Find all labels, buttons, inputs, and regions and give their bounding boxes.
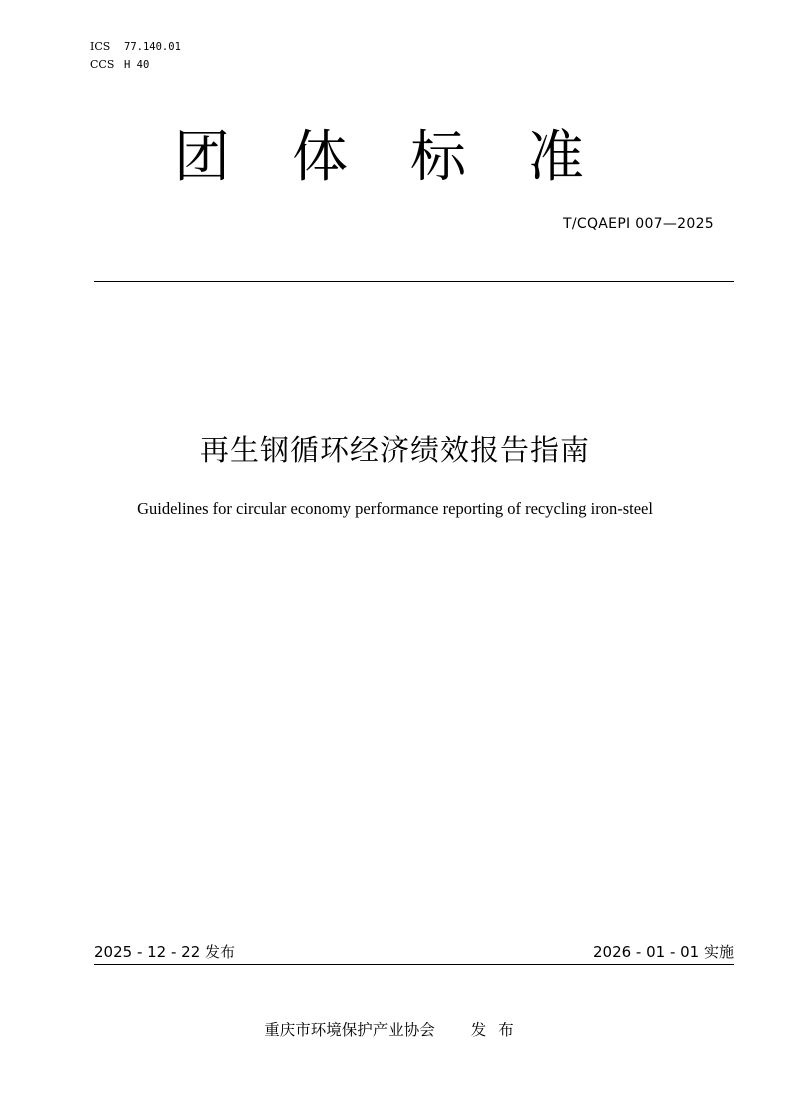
title-chinese: 再生钢循环经济绩效报告指南 xyxy=(199,433,590,467)
classification-codes xyxy=(90,38,181,74)
document-type-char: 标 xyxy=(410,125,518,190)
document-type-char: 团 xyxy=(174,125,282,190)
document-type-char: 准 xyxy=(528,125,636,190)
title-english: Guidelines for circular economy performance reporting of recycling iron-steel xyxy=(137,499,653,518)
ics-value: 77.140.01 xyxy=(124,41,181,53)
implementation-date: 2026 - 01 - 01 实施 xyxy=(592,943,734,961)
ics-row xyxy=(90,38,181,56)
standard-number: T/CQAEPI 007—2025 xyxy=(563,216,714,232)
header-divider xyxy=(94,281,734,282)
date-row xyxy=(94,940,734,964)
document-type-char: 体 xyxy=(292,125,400,190)
ccs-row xyxy=(90,56,181,74)
publisher-line xyxy=(0,1018,790,1042)
ccs-value: H 40 xyxy=(124,59,150,71)
document-type-heading xyxy=(0,122,790,194)
footer-divider xyxy=(94,964,734,965)
ics-label: ICS xyxy=(90,40,111,53)
publisher-action: 发布 xyxy=(470,1021,526,1039)
publisher-name: 重庆市环境保护产业协会 xyxy=(264,1021,435,1039)
ccs-label: CCS xyxy=(90,58,115,71)
issue-date: 2025 - 12 - 22 发布 xyxy=(94,943,236,961)
